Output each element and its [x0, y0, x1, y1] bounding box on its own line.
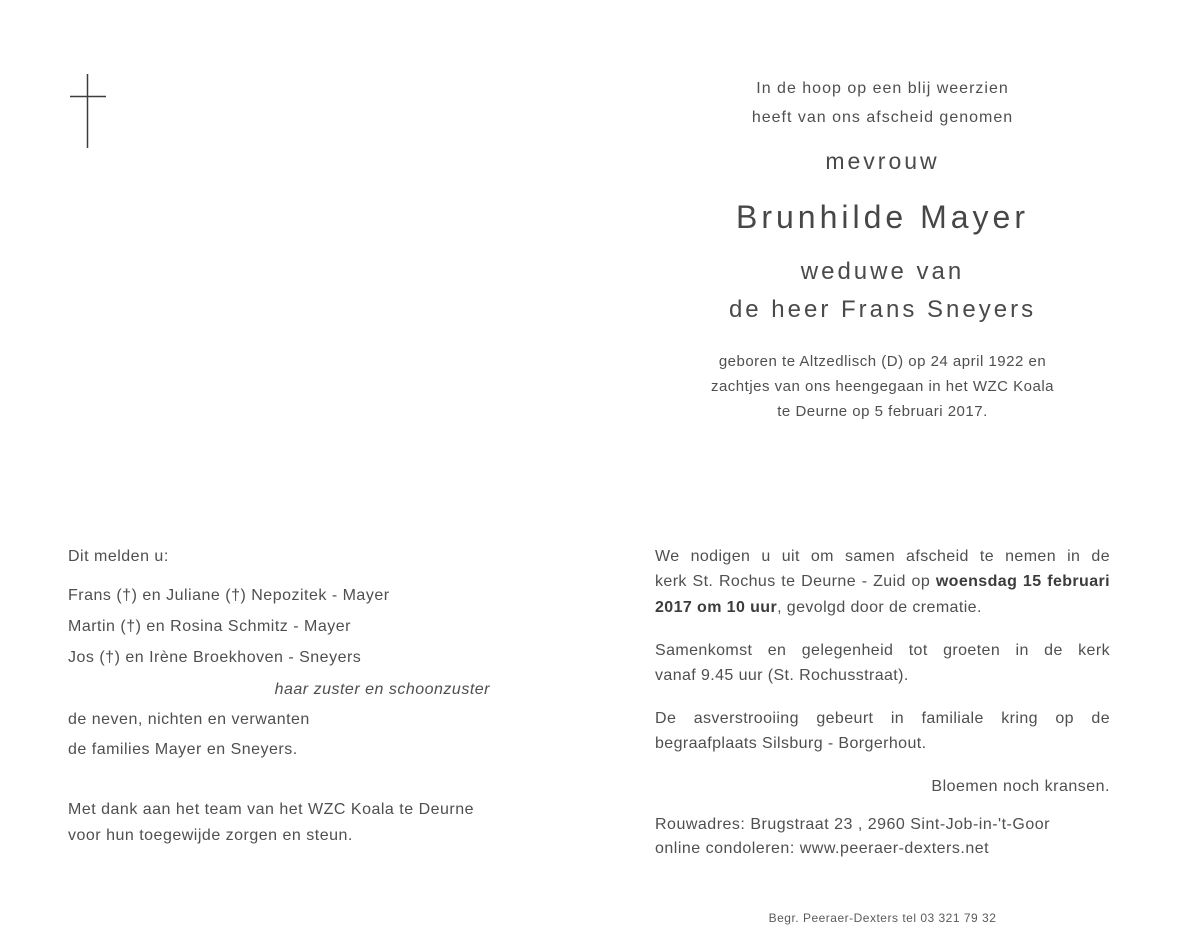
life-dates-line-1: geboren te Altzedlisch (D) op 24 april 1922 en — [718, 353, 1047, 370]
ceremony-paragraph — [655, 544, 1110, 620]
hope-line-2: heeft van ons afscheid genomen — [751, 109, 1014, 126]
deceased-name: Brunhilde Mayer — [736, 199, 1029, 235]
relative-line: Martin (†) en Rosina Schmitz - Mayer — [68, 618, 351, 635]
relative-line: Frans (†) en Juliane (†) Nepozitek - Mayer — [68, 587, 390, 604]
announcement-intro: Dit melden u: — [68, 548, 169, 565]
paragraph-line: vanaf 9.45 uur (St. Rochusstraat). — [655, 667, 909, 685]
thanks-line-1: Met dank aan het team van het WZC Koala te Deurne — [68, 801, 475, 818]
hope-line-1: In de hoop op een blij weerzien — [756, 80, 1009, 97]
paragraph-line: We nodigen u uit om samen afscheid te nemen in de — [655, 548, 1110, 565]
relative-line: Jos (†) en Irène Broekhoven - Sneyers — [68, 649, 362, 666]
paragraph-line: begraafplaats Silsburg - Borgerhout. — [655, 735, 927, 753]
relation-note: haar zuster en schoonzuster — [274, 681, 490, 698]
other-relatives-line: de neven, nichten en verwanten — [68, 711, 310, 728]
gathering-paragraph — [655, 638, 1110, 689]
salutation: mevrouw — [825, 148, 940, 174]
thanks-line-2: voor hun toegewijde zorgen en steun. — [68, 827, 353, 844]
life-dates-line-3: te Deurne op 5 februari 2017. — [777, 403, 988, 420]
paragraph-line: 2017 om 10 uur, gevolgd door de crematie. — [655, 598, 982, 616]
widow-line-2: de heer Frans Sneyers — [728, 296, 1037, 323]
ashes-scattering-paragraph — [655, 706, 1110, 757]
families-line: de families Mayer en Sneyers. — [68, 741, 298, 758]
cross-icon — [69, 73, 109, 151]
paragraph-line: kerk St. Rochus te Deurne - Zuid op woensdag 15 februari — [655, 573, 1110, 591]
flowers-note: Bloemen noch kransen. — [931, 778, 1110, 795]
undertaker-footer: Begr. Peeraer-Dexters tel 03 321 79 32 — [768, 911, 997, 925]
paragraph-line: Samenkomst en gelegenheid tot groeten in de kerk — [655, 642, 1110, 659]
online-condolences: online condoleren: www.peeraer-dexters.net — [655, 840, 990, 857]
life-dates-line-2: zachtjes van ons heengegaan in het WZC Koala — [710, 378, 1055, 395]
widow-line-1: weduwe van — [800, 258, 965, 285]
paragraph-line: De asverstrooiing gebeurt in familiale kring op de — [655, 710, 1110, 727]
mourning-address: Rouwadres: Brugstraat 23 , 2960 Sint-Job-in-'t-Goor — [655, 816, 1050, 833]
